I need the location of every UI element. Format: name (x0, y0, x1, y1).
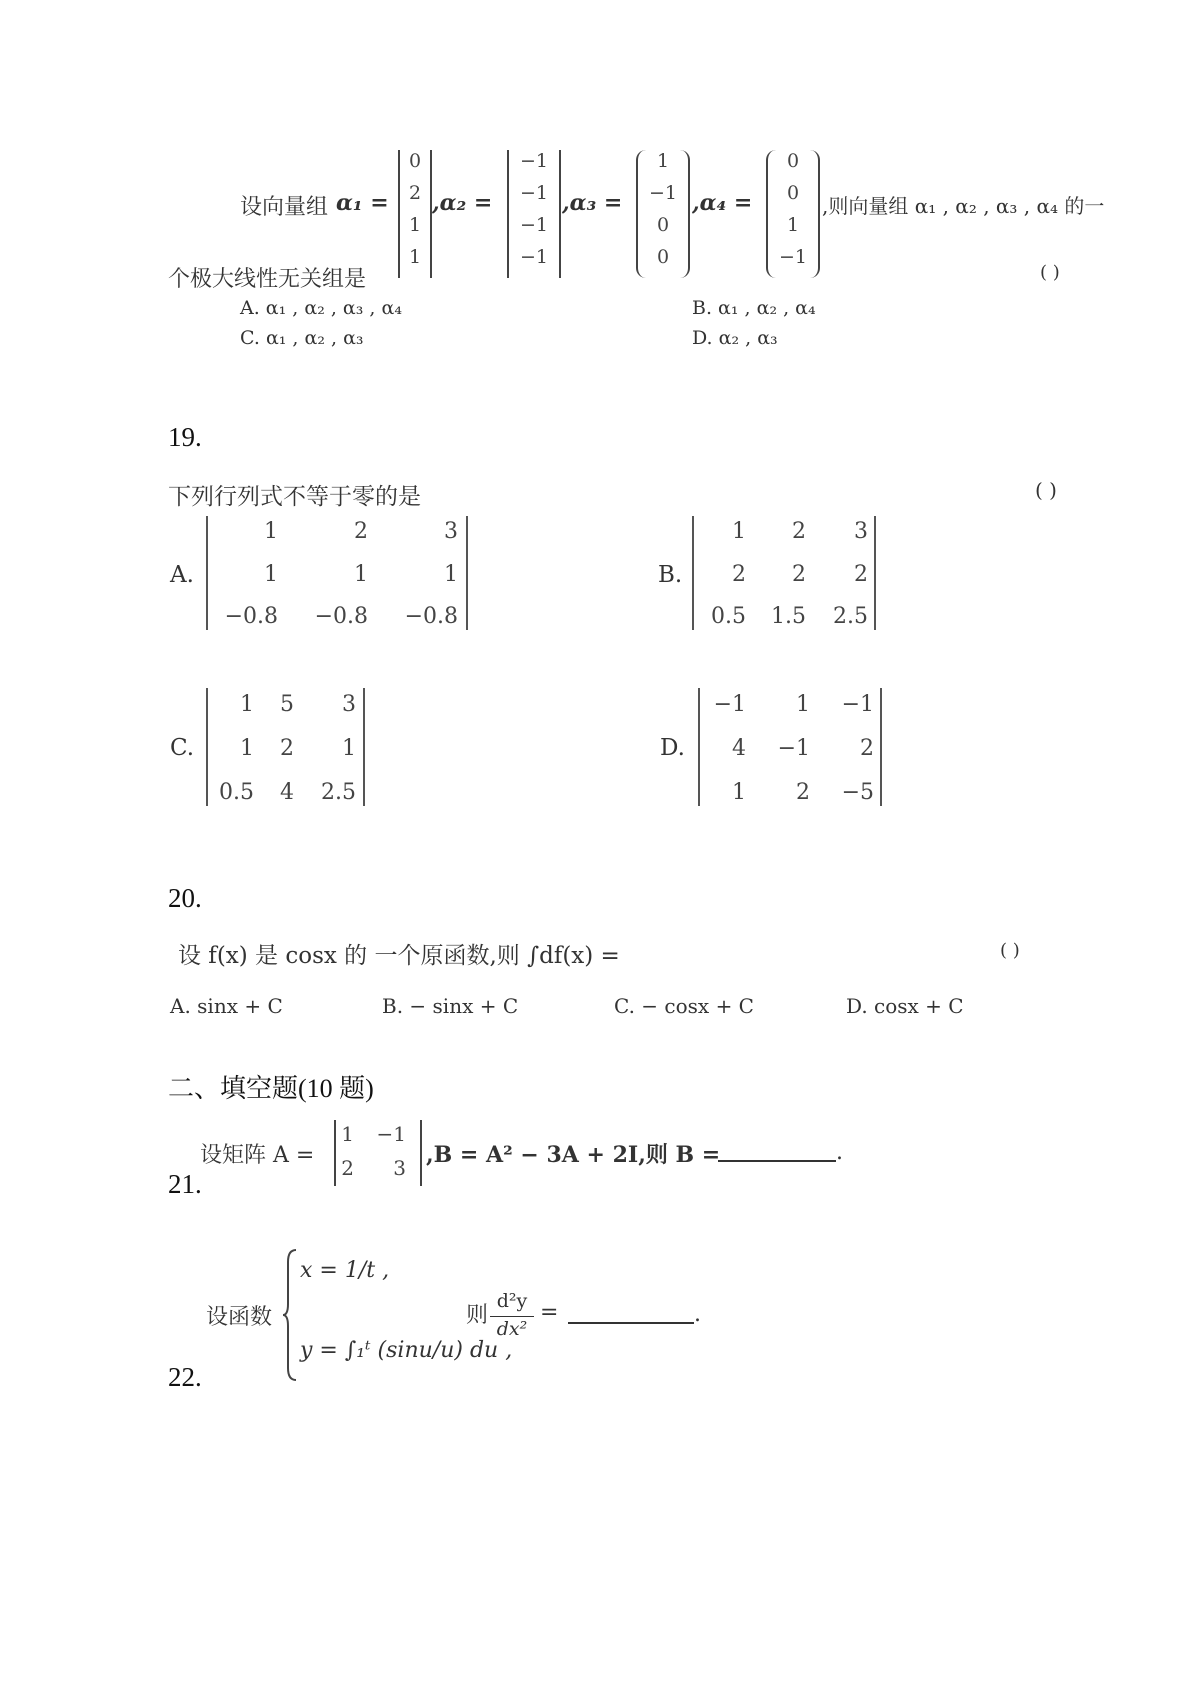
q22-eq: = (540, 1300, 559, 1325)
det-entry: 2 (280, 736, 294, 761)
q18-vec3-name: ,α₃ = (562, 190, 623, 216)
det-entry: 2 (354, 519, 368, 544)
matrix-entry: 1 (408, 214, 422, 236)
matrix-entry: −1 (519, 182, 548, 204)
q22-deriv-num: d²y (496, 1290, 528, 1312)
q22-line2: y = ∫₁ᵗ (sinu/u) du , (300, 1338, 513, 1363)
q21-answer-blank (718, 1160, 836, 1162)
det-entry: −0.8 (224, 604, 278, 629)
matrix-entry: −1 (778, 246, 807, 268)
q18-vec3-matrix (636, 150, 690, 278)
matrix-entry: 0 (786, 182, 800, 204)
matrix-entry: −1 (376, 1122, 406, 1146)
det-entry: 4 (280, 780, 294, 805)
q20-stem: 设 f(x) 是 cosx 的 一个原函数,则 ∫df(x) = (178, 943, 620, 969)
q21-lead: 设矩阵 A = (200, 1143, 315, 1168)
det-entry: −1 (777, 736, 810, 761)
matrix-entry: 1 (341, 1122, 354, 1146)
det-entry: 0.5 (711, 604, 746, 629)
q19-option-b-determinant (692, 516, 876, 630)
det-entry: 1 (264, 519, 278, 544)
q18-option-b: B. α₁ , α₂ , α₄ (692, 297, 816, 319)
q19-option-d-determinant (698, 688, 882, 806)
det-entry: 3 (854, 519, 868, 544)
q22-lead: 设函数 (206, 1305, 273, 1330)
det-entry: 2 (854, 562, 868, 587)
q21-end: . (836, 1140, 843, 1165)
q18-vec1-matrix (398, 150, 432, 278)
det-entry: −0.8 (404, 604, 458, 629)
q19-option-a-label: A. (170, 562, 194, 588)
det-entry: 2 (796, 780, 810, 805)
matrix-entry: −1 (519, 214, 548, 236)
q22-number: 22. (168, 1362, 202, 1392)
q18-vec1-name: α₁ = (336, 190, 389, 216)
q19-option-b-label: B. (658, 562, 683, 588)
q19-option-c-determinant (206, 688, 365, 806)
q22-line1: x = 1/t , (300, 1258, 390, 1283)
q18-option-d: D. α₂ , α₃ (692, 327, 778, 349)
det-entry: 0.5 (219, 780, 254, 805)
matrix-entry: −1 (519, 246, 548, 268)
det-entry: 1 (732, 780, 746, 805)
fraction-bar (490, 1316, 534, 1317)
det-entry: 5 (280, 692, 294, 717)
q19-number: 19. (168, 422, 202, 452)
q20-option-c: C. − cosx + C (614, 994, 754, 1018)
q18-vec4-name: ,α₄ = (692, 190, 753, 216)
det-entry: 3 (444, 519, 458, 544)
q19-stem: 下列行列式不等于零的是 (168, 484, 421, 510)
q18-lead: 设向量组 (240, 195, 329, 220)
q18-answer-paren: ( ) (1040, 262, 1060, 283)
q22-ze: 则 (466, 1303, 489, 1328)
det-entry: 1 (240, 692, 254, 717)
section-title: 二、填空题(10 题) (168, 1074, 374, 1103)
q22-answer-blank (568, 1322, 694, 1324)
q22-end: . (694, 1302, 701, 1327)
matrix-entry: 2 (341, 1156, 354, 1180)
matrix-entry: 1 (408, 246, 422, 268)
q18-option-c: C. α₁ , α₂ , α₃ (240, 327, 364, 349)
matrix-entry: 2 (408, 182, 422, 204)
q19-option-c-label: C. (170, 735, 195, 761)
q20-number: 20. (168, 883, 202, 913)
q21-number: 21. (168, 1169, 202, 1199)
q18-option-a: A. α₁ , α₂ , α₃ , α₄ (240, 297, 402, 319)
det-entry: −1 (713, 692, 746, 717)
q19-option-a-determinant (206, 516, 468, 630)
matrix-entry: 1 (786, 214, 800, 236)
q18-vec4-matrix (766, 150, 820, 278)
matrix-entry: 3 (393, 1156, 406, 1180)
matrix-entry: 0 (786, 150, 800, 172)
det-entry: 1 (240, 736, 254, 761)
q18-tail: ,则向量组 α₁ , α₂ , α₃ , α₄ 的一 (822, 194, 1105, 218)
matrix-entry: 0 (656, 214, 670, 236)
q21-matrix (334, 1120, 422, 1186)
matrix-entry: 0 (408, 150, 422, 172)
det-entry: 1 (732, 519, 746, 544)
det-entry: 2 (792, 519, 806, 544)
det-entry: 1 (444, 562, 458, 587)
matrix-entry: −1 (648, 182, 677, 204)
q18-line2: 个极大线性无关组是 (168, 267, 367, 292)
q19-answer-paren: ( ) (1035, 478, 1057, 502)
det-entry: 2.5 (833, 604, 868, 629)
det-entry: 4 (732, 736, 746, 761)
det-entry: 3 (342, 692, 356, 717)
det-entry: 2 (792, 562, 806, 587)
q22-deriv-den: dx² (496, 1318, 528, 1340)
matrix-entry: 0 (656, 246, 670, 268)
left-brace-icon (282, 1248, 298, 1382)
q20-option-d: D. cosx + C (846, 994, 964, 1018)
q18-vec2-name: ,α₂ = (432, 190, 493, 216)
det-entry: 1.5 (771, 604, 806, 629)
matrix-entry: −1 (519, 150, 548, 172)
q21-tail: ,B = A² − 3A + 2I,则 B = (426, 1142, 721, 1168)
q20-option-a: A. sinx + C (170, 994, 283, 1018)
det-entry: 2.5 (321, 780, 356, 805)
det-entry: 2 (860, 736, 874, 761)
det-entry: 1 (354, 562, 368, 587)
det-entry: −5 (841, 780, 874, 805)
q20-answer-paren: ( ) (1000, 940, 1020, 961)
det-entry: 1 (342, 736, 356, 761)
det-entry: 1 (796, 692, 810, 717)
q18-vec2-matrix (507, 150, 561, 278)
matrix-entry: 1 (656, 150, 670, 172)
det-entry: −1 (841, 692, 874, 717)
q20-option-b: B. − sinx + C (382, 994, 519, 1018)
det-entry: 1 (264, 562, 278, 587)
q19-option-d-label: D. (660, 735, 685, 761)
det-entry: −0.8 (314, 604, 368, 629)
det-entry: 2 (732, 562, 746, 587)
